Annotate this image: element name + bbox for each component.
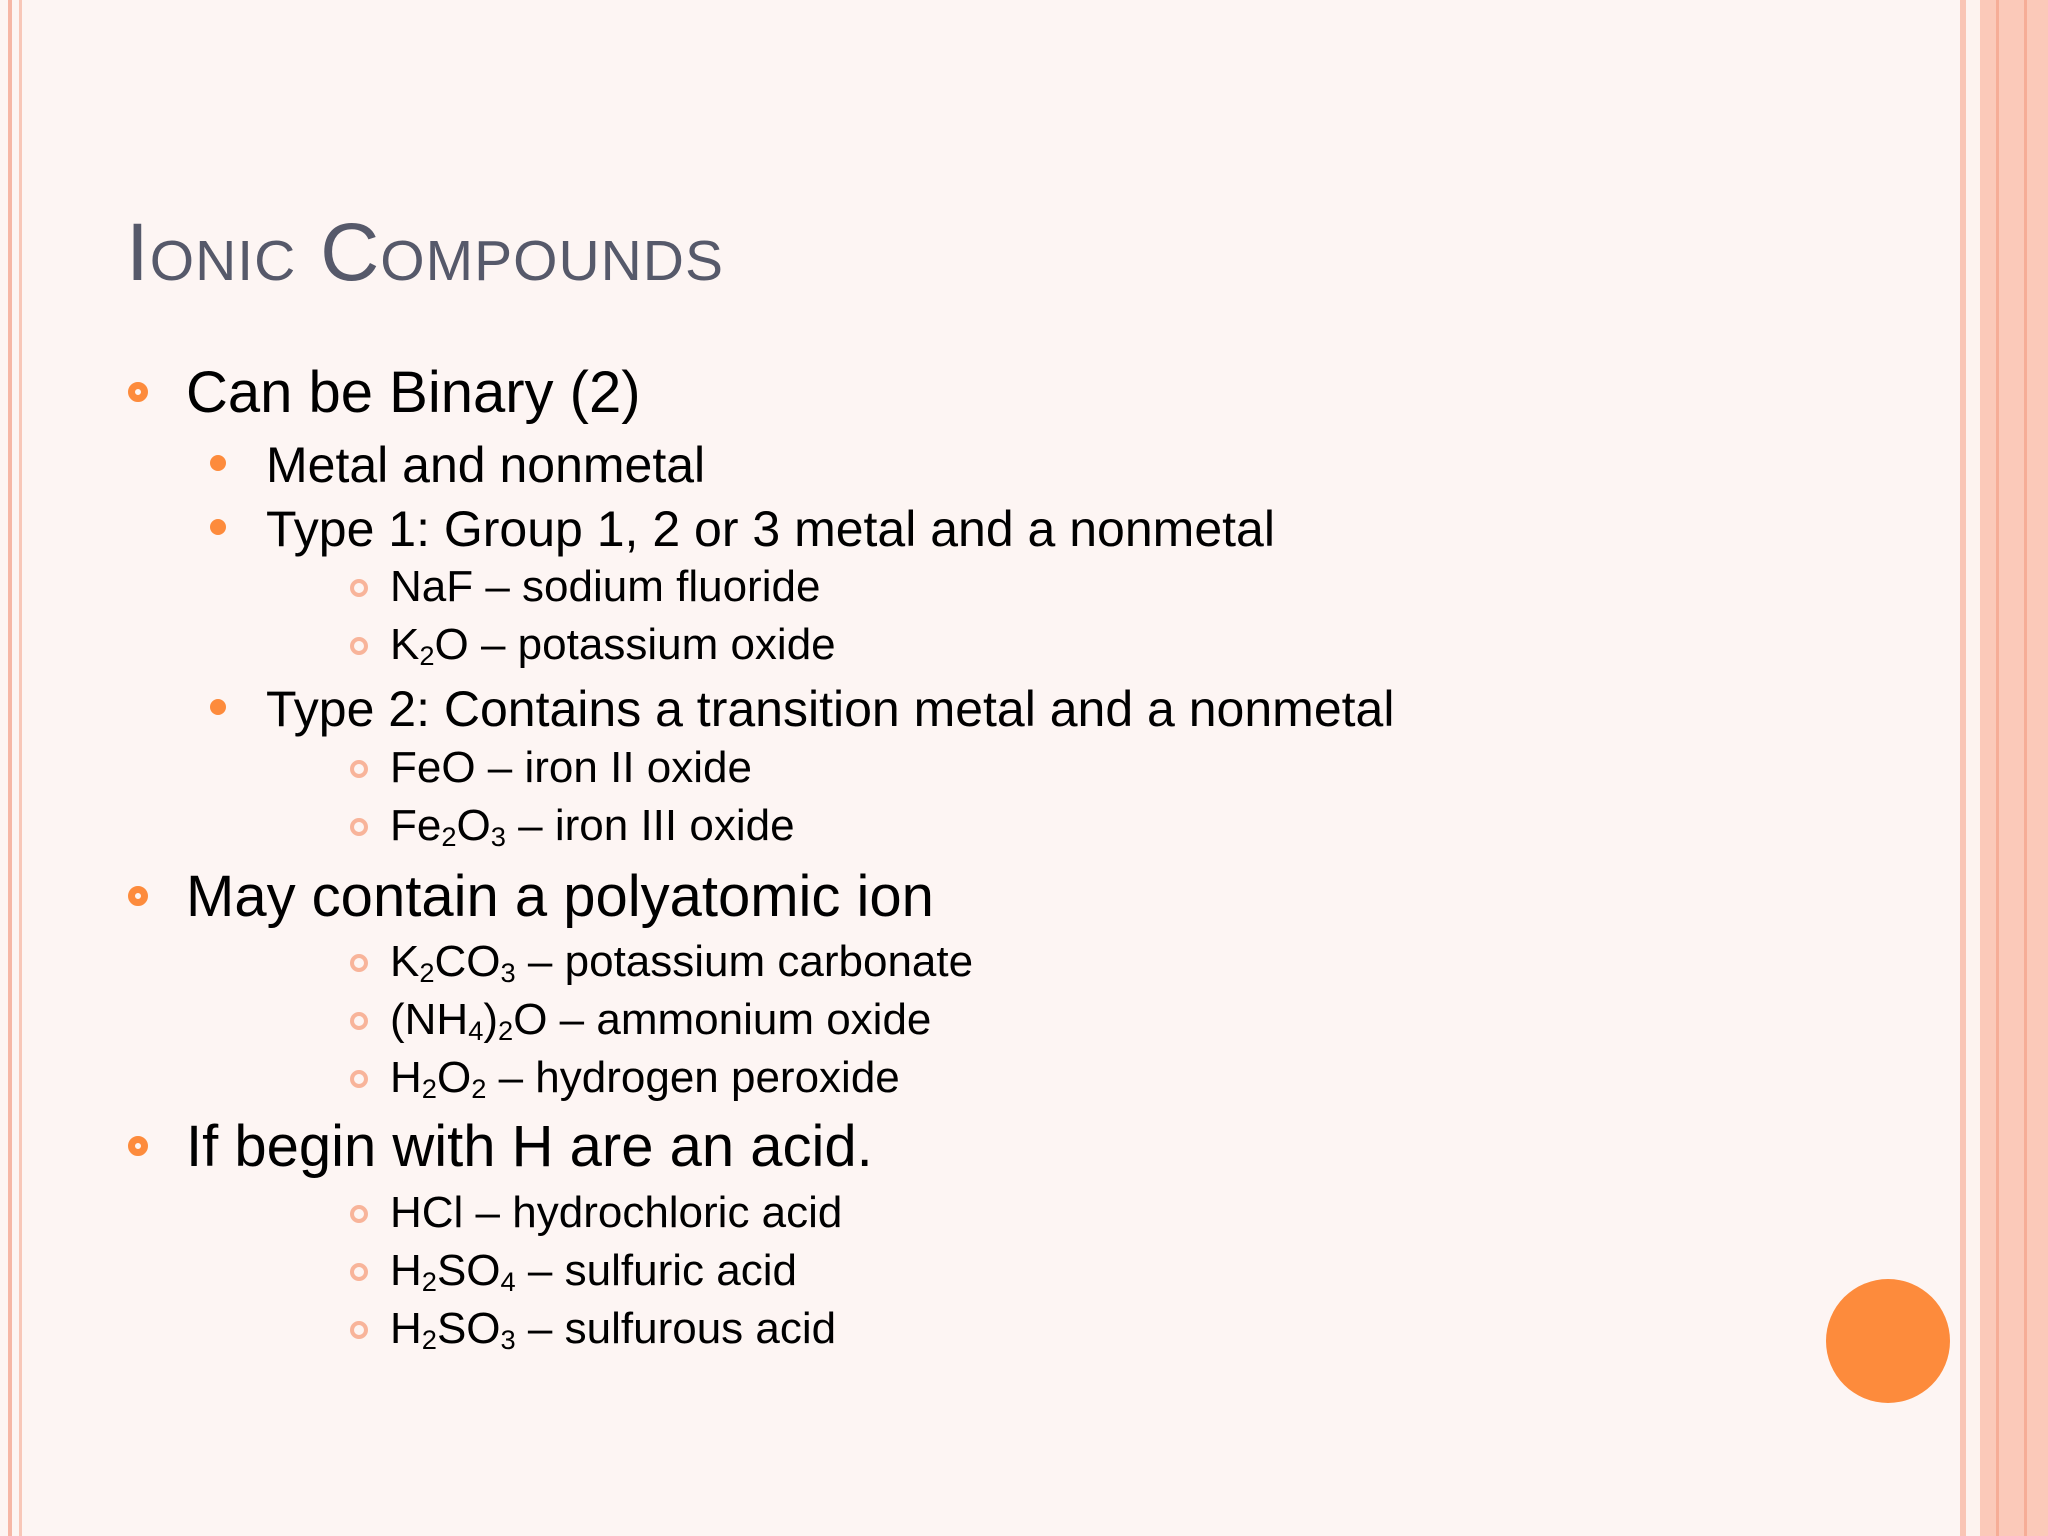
formula-subscript: 2 [421,1324,437,1355]
compound-name: – iron II oxide [475,743,752,792]
small-hollow-bullet-icon [350,818,368,836]
decorative-circle-icon [1826,1279,1950,1403]
bullet-item-level-2 [266,681,1395,737]
chemical-formula [390,1304,516,1353]
bullet-item-level-3 [390,620,836,671]
formula-subscript: 2 [471,1073,487,1104]
dot-bullet-icon [210,699,226,715]
bullet-text: If begin with H are an acid. [186,1114,873,1179]
formula-part: K [390,937,420,986]
formula-part: O [436,1053,472,1102]
formula-part: H [390,1246,422,1295]
formula-subscript: 2 [421,1266,437,1297]
dot-bullet-icon [210,455,226,471]
bullet-item-level-3 [390,1246,797,1297]
formula-part: SO [436,1304,501,1353]
slide-title: Ionic Compounds [126,207,724,298]
formula-part: O [434,620,469,669]
chemical-formula [390,1188,463,1237]
formula-part: K [390,620,420,669]
chemical-formula [390,562,473,611]
bullet-item-level-2 [266,437,706,493]
formula-subscript: 4 [500,1266,516,1297]
small-hollow-bullet-icon [350,1321,368,1339]
hollow-bullet-icon [128,886,148,906]
left-border-line [8,0,12,1536]
small-hollow-bullet-icon [350,1070,368,1088]
compound-name: – sodium fluoride [473,562,821,611]
formula-part: HCl [390,1188,464,1237]
small-hollow-bullet-icon [350,637,368,655]
compound-name: – sulfuric acid [515,1246,797,1295]
bullet-item-level-1 [186,1114,873,1179]
compound-name: – potassium carbonate [515,937,974,986]
compound-name: – potassium oxide [468,620,836,669]
chemical-formula [390,995,547,1044]
compound-name: – ammonium oxide [547,995,932,1044]
formula-part: CO [434,937,501,986]
formula-part: H [390,1304,422,1353]
bullet-item-level-3 [390,995,932,1046]
bullet-item-level-3 [390,937,974,988]
right-border-line-outer [2024,0,2027,1536]
formula-part: O [456,801,491,850]
left-border-line-inner [19,0,22,1536]
formula-subscript: 3 [500,1324,516,1355]
chemical-formula [390,1246,516,1295]
formula-subscript: 2 [441,821,457,852]
bullet-item-level-3 [390,562,821,611]
formula-subscript: 2 [419,957,435,988]
formula-part: FeO [390,743,476,792]
compound-name: – sulfurous acid [515,1304,837,1353]
bullet-item-level-3 [390,743,752,792]
bullet-item-level-1 [186,360,641,425]
small-hollow-bullet-icon [350,1205,368,1223]
small-hollow-bullet-icon [350,760,368,778]
formula-part: H [390,1053,422,1102]
compound-name: – iron III oxide [505,801,795,850]
formula-subscript: 3 [500,957,516,988]
small-hollow-bullet-icon [350,954,368,972]
bullet-text: May contain a polyatomic ion [186,864,934,929]
chemical-formula [390,1053,486,1102]
bullet-item-level-3 [390,1304,837,1355]
bullet-text: Can be Binary (2) [186,360,641,425]
dot-bullet-icon [210,519,226,535]
bullet-item-level-3 [390,1188,843,1237]
small-hollow-bullet-icon [350,1012,368,1030]
right-border-band [1980,0,2048,1536]
formula-subscript: 2 [498,1015,514,1046]
hollow-bullet-icon [128,1136,148,1156]
formula-subscript: 2 [421,1073,437,1104]
formula-part: Fe [390,801,442,850]
bullet-text: Type 1: Group 1, 2 or 3 metal and a nonmetal [266,501,1275,557]
right-border-gap [1966,0,1980,1536]
bullet-text: Metal and nonmetal [266,437,706,493]
formula-part: NaF [390,562,474,611]
chemical-formula [390,937,516,986]
formula-part: SO [436,1246,501,1295]
bullet-text: Type 2: Contains a transition metal and a nonmetal [266,681,1395,737]
chemical-formula [390,743,476,792]
bullet-item-level-2 [266,501,1275,557]
hollow-bullet-icon [128,382,148,402]
formula-part: ) [483,995,499,1044]
small-hollow-bullet-icon [350,1263,368,1281]
compound-name: – hydrogen peroxide [486,1053,900,1102]
bullet-item-level-3 [390,801,795,852]
formula-subscript: 3 [490,821,506,852]
right-border-line [1996,0,1999,1536]
formula-part: (NH [390,995,469,1044]
bullet-item-level-1 [186,864,934,929]
bullet-item-level-3 [390,1053,900,1104]
formula-subscript: 2 [419,640,435,671]
formula-part: O [513,995,548,1044]
small-hollow-bullet-icon [350,579,368,597]
chemical-formula [390,801,506,850]
compound-name: – hydrochloric acid [463,1188,843,1237]
formula-subscript: 4 [468,1015,484,1046]
chemical-formula [390,620,469,669]
